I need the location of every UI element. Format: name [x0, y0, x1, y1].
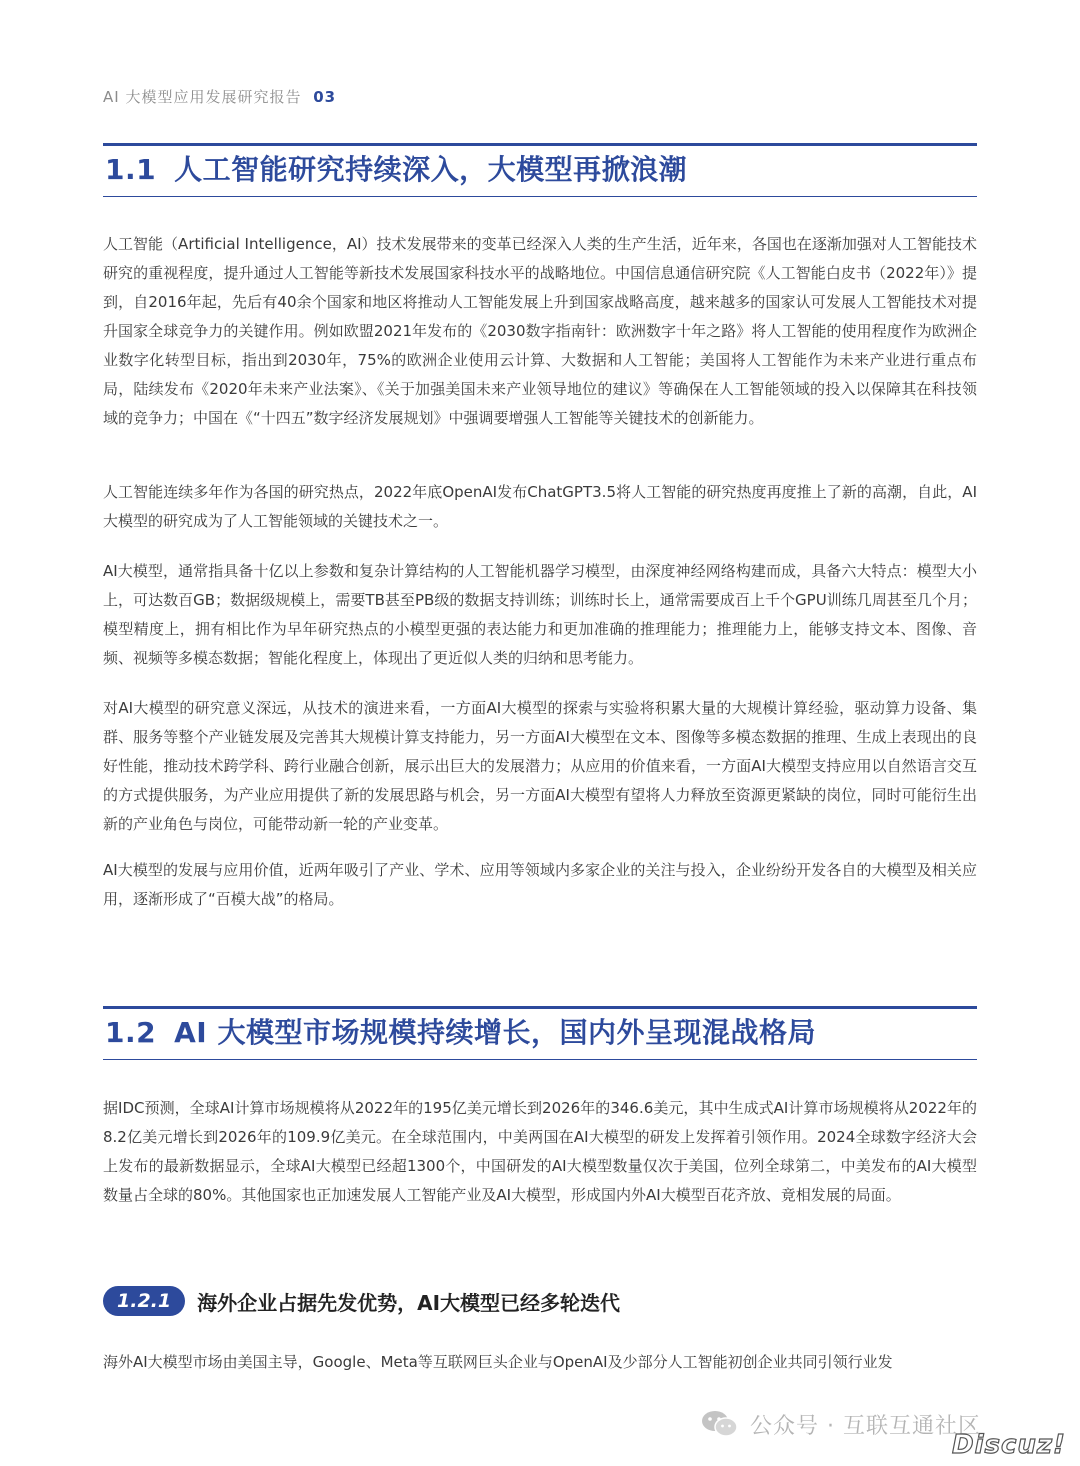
section-title: AI 大模型市场规模持续增长，国内外呈现混战格局 — [174, 1016, 816, 1049]
section-1-2-heading — [103, 1006, 977, 1060]
paragraph: AI大模型的发展与应用价值，近两年吸引了产业、学术、应用等领域内多家企业的关注与投入，企业纷纷开发各自的大模型及相关应用，逐渐形成了“百模大战”的格局。 — [103, 861, 977, 908]
wechat-icon — [700, 1409, 740, 1439]
watermark-text: 公众号 · 互联互通社区 — [750, 1413, 981, 1439]
paragraph: 人工智能连续多年作为各国的研究热点，2022年底OpenAI发布ChatGPT3.5将人工智能的研究热度再度推上了新的高潮，自此，AI大模型的研究成为了人工智能领域的关键技术之一。 — [103, 483, 977, 530]
paragraph: 人工智能（Artificial Intelligence，AI）技术发展带来的变革已经深入人类的生产生活，近年来，各国也在逐渐加强对人工智能技术研究的重视程度，提升通过人工智能等新技术发展国家科技水平的战略地位。中国信息通信研究院《人工智能白皮书（2022年）》提到，自2016年起，先后有40余个国家和地区将推动人工智能发展上升到国家战略高度，越来越多的国家认可发展人工智能技术对提升国家全球竞争力的关键作用。例如欧盟2021年发布的《2030数字指南针：欧洲数字十年之路》将人工智能的使用程度作为欧洲企业数字化转型目标，指出到2030年，75%的欧洲企业使用云计算、大数据和人工智能；美国将人工智能作为未来产业进行重点布局，陆续发布《2020年未来产业法案》、《关于加强美国未来产业领导地位的建议》等确保在人工智能领域的投入以保障其在科技领域的竞争力；中国在《“十四五”数字经济发展规划》中强调要增强人工智能等关键技术的创新能力。 — [103, 235, 977, 427]
running-header — [103, 86, 336, 107]
section-1-1-heading — [103, 143, 977, 197]
wechat-watermark — [700, 1406, 981, 1442]
section-title: 人工智能研究持续深入，大模型再掀浪潮 — [174, 153, 688, 186]
paragraph: AI大模型，通常指具备十亿以上参数和复杂计算结构的人工智能机器学习模型，由深度神经网络构建而成，具备六大特点：模型大小上，可达数百GB；数据级规模上，需要TB甚至PB级的数据支持训练；训练时长上，通常需要成百上千个GPU训练几周甚至几个月；模型精度上，拥有相比作为早年研究热点的小模型更强的表达能力和更加准确的推理能力；推理能力上，能够支持文本、图像、音频、视频等多模态数据；智能化程度上，体现出了更近似人类的归纳和思考能力。 — [103, 562, 977, 667]
subsection-number-badge: 1.2.1 — [103, 1286, 185, 1316]
section-number: 1.1 — [105, 153, 157, 186]
report-title: AI 大模型应用发展研究报告 — [103, 88, 302, 106]
paragraph: 海外AI大模型市场由美国主导，Google、Meta等互联网巨头企业与OpenAI及少部分人工智能初创企业共同引领行业发 — [103, 1353, 893, 1371]
discuz-logo: Discuz! — [952, 1430, 1066, 1460]
paragraph: 对AI大模型的研究意义深远，从技术的演进来看，一方面AI大模型的探索与实验将积累大量的大规模计算经验，驱动算力设备、集群、服务等整个产业链发展及完善其大规模计算支持能力，另一方面AI大模型在文本、图像等多模态数据的推理、生成上表现出的良好性能，推动技术跨学科、跨行业融合创新，展示出巨大的发展潜力；从应用的价值来看，一方面AI大模型支持应用以自然语言交互的方式提供服务，为产业应用提供了新的发展思路与机会，另一方面AI大模型有望将人力释放至资源更紧缺的岗位，同时可能衍生出新的产业角色与岗位，可能带动新一轮的产业变革。 — [103, 699, 977, 833]
section-number: 1.2 — [105, 1016, 157, 1049]
page-number: 03 — [313, 88, 337, 106]
subsection-title: 海外企业占据先发优势，AI大模型已经多轮迭代 — [197, 1290, 621, 1315]
subsection-1-2-1-heading — [103, 1286, 620, 1316]
paragraph: 据IDC预测，全球AI计算市场规模将从2022年的195亿美元增长到2026年的346.6美元，其中生成式AI计算市场规模将从2022年的8.2亿美元增长到2026年的109.9亿美元。在全球范围内，中美两国在AI大模型的研发上发挥着引领作用。2024全球数字经济大会上发布的最新数据显示，全球AI大模型已经超1300个，中国研发的AI大模型数量仅次于美国，位列全球第二，中美发布的AI大模型数量占全球的80%。其他国家也正加速发展人工智能产业及AI大模型，形成国内外AI大模型百花齐放、竟相发展的局面。 — [103, 1099, 977, 1204]
